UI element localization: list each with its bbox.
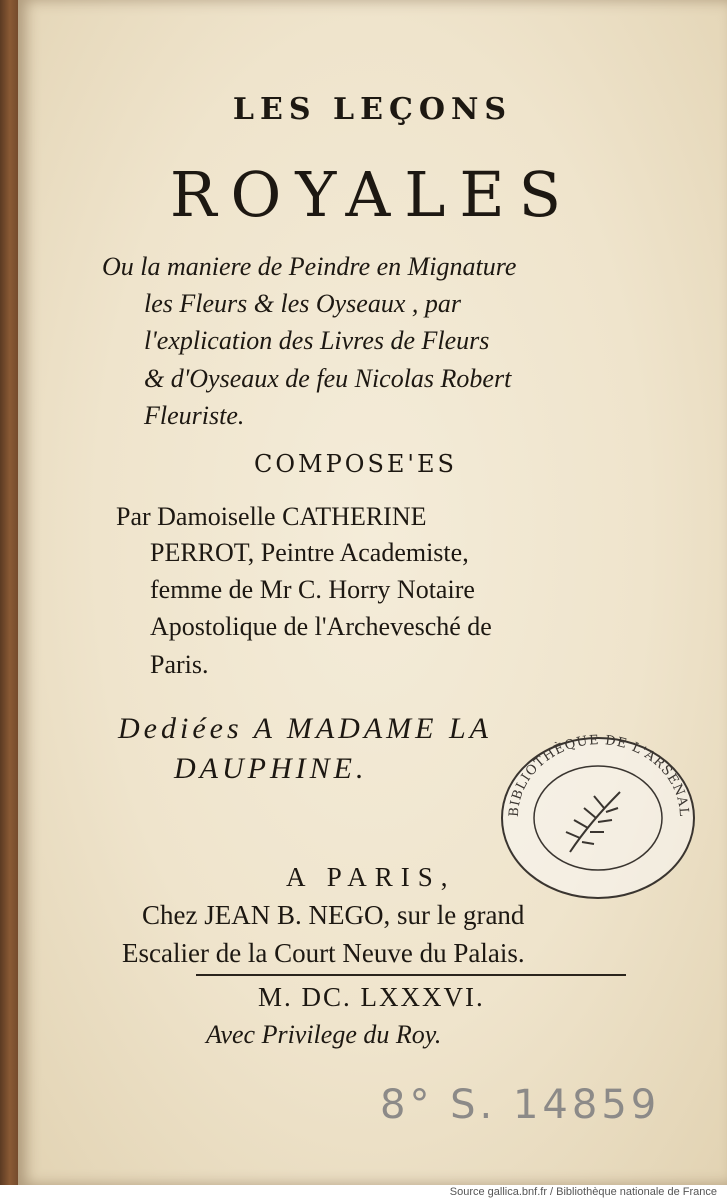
composed-heading: COMPOSE'ES	[254, 450, 457, 478]
subtitle-line-1: Ou la maniere de Peindre en Mignature	[102, 252, 517, 281]
title-page	[18, 0, 727, 1185]
privilege-line: Avec Privilege du Roy.	[206, 1020, 442, 1049]
divider-rule	[196, 974, 626, 976]
author-line-2: PERROT, Peintre Academiste,	[150, 538, 469, 567]
shelfmark: 8° S. 14859	[380, 1082, 661, 1128]
dedication-line-1: Dediées A MADAME LA	[118, 712, 492, 745]
author-line-5: Paris.	[150, 650, 209, 679]
title-line-1: LES LEÇONS	[232, 92, 513, 127]
dedication-line-2: DAUPHINE.	[174, 752, 368, 785]
author-line-3: femme de Mr C. Horry Notaire	[150, 575, 475, 604]
imprint-city: A PARIS,	[286, 862, 456, 892]
title-line-2: ROYALES	[169, 158, 576, 231]
publication-year: M. DC. LXXXVI.	[258, 982, 485, 1012]
subtitle-line-5: Fleuriste.	[144, 401, 245, 430]
subtitle-line-3: l'explication des Livres de Fleurs	[144, 326, 490, 355]
subtitle-line-2: les Fleurs & les Oyseaux , par	[144, 289, 462, 318]
author-line-1: Par Damoiselle CATHERINE	[116, 502, 427, 531]
subtitle-line-4: & d'Oyseaux de feu Nicolas Robert	[144, 364, 512, 393]
source-footer: Source gallica.bnf.fr / Bibliothèque nationale de France	[0, 1185, 727, 1200]
imprint-publisher: Chez JEAN B. NEGO, sur le grand	[142, 900, 525, 930]
stamp-text: BIBLIOTHÈQUE DE L'ARSENAL	[506, 732, 692, 818]
imprint-address: Escalier de la Court Neuve du Palais.	[122, 938, 525, 968]
author-line-4: Apostolique de l'Archevesché de	[150, 612, 492, 641]
